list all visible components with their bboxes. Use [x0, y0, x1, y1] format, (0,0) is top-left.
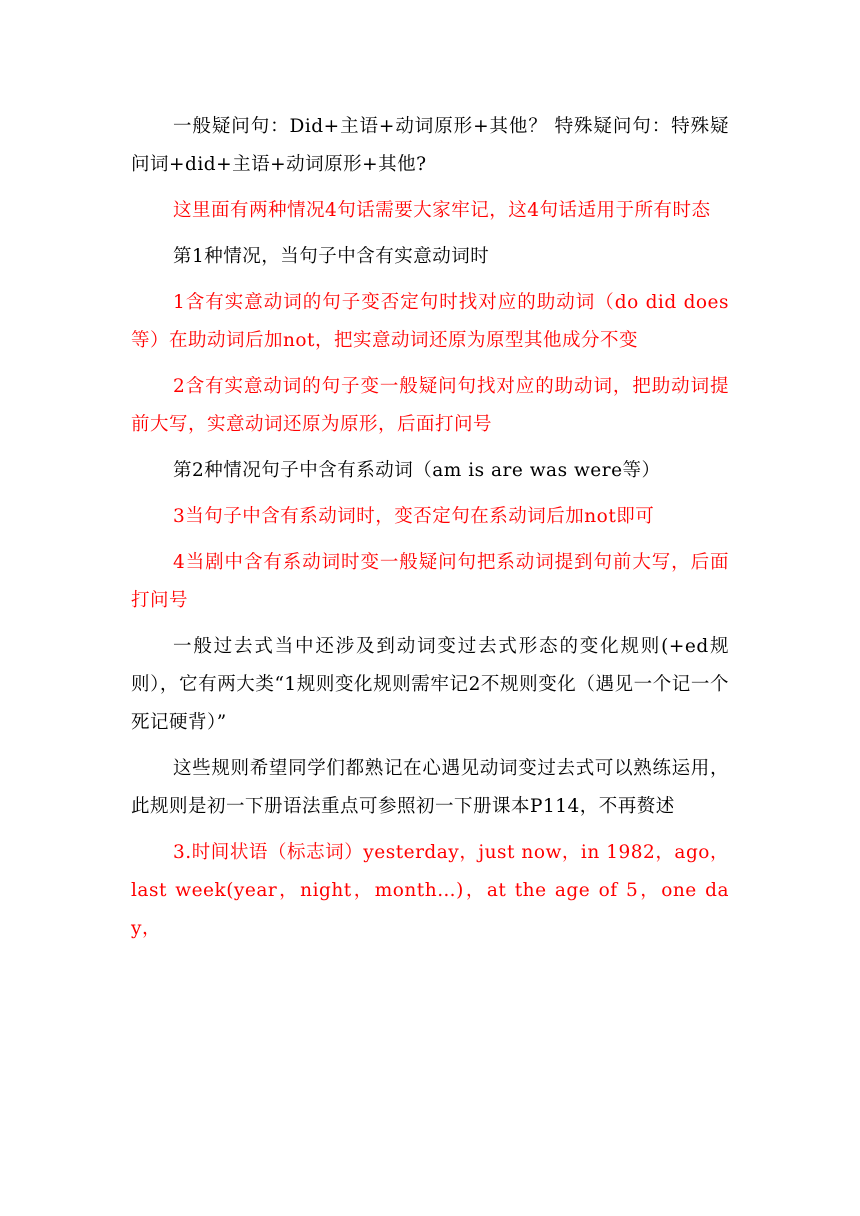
- paragraph-rule-one: 1含有实意动词的句子变否定句时找对应的助动词（do did does等）在助动词后加not，把实意动词还原为原型其他成分不变: [131, 292, 729, 351]
- paragraph-past-tense-rules: 一般过去式当中还涉及到动词变过去式形态的变化规则(+ed规则），它有两大类“1规则变化规则需牢记2不规则变化（遇见一个记一个 死记硬背）”: [131, 636, 729, 733]
- paragraph-question-forms: 一般疑问句：Did+主语+动词原形+其他？ 特殊疑问句：特殊疑问词+did+主语+动词原形+其他?: [131, 116, 729, 175]
- paragraph-case-two-heading: 第2种情况句子中含有系动词（am is are was were等）: [173, 460, 661, 481]
- paragraph-case-one-heading: 第1种情况，当句子中含有实意动词时: [173, 246, 490, 267]
- paragraph-time-adverbials: 3.时间状语（标志词）yesterday，just now，in 1982，ago，last week(year，night，month…)，at the age of 5，one day，: [131, 842, 729, 939]
- paragraph-rule-three: 3当句子中含有系动词时，变否定句在系动词后加not即可: [173, 506, 655, 527]
- paragraph-memorize-note: 这些规则希望同学们都熟记在心遇见动词变过去式可以熟练运用，此规则是初一下册语法重点可参照初一下册课本P114，不再赘述: [131, 758, 729, 817]
- paragraph-rule-four: 4当剧中含有系动词时变一般疑问句把系动词提到句前大写，后面打问号: [131, 552, 729, 611]
- paragraph-four-rules-intro: 这里面有两种情况4句话需要大家牢记，这4句话适用于所有时态: [173, 200, 711, 221]
- paragraph-rule-two: 2含有实意动词的句子变一般疑问句找对应的助动词，把助动词提前大写，实意动词还原为原形，后面打问号: [131, 376, 729, 435]
- document-body: [131, 108, 729, 956]
